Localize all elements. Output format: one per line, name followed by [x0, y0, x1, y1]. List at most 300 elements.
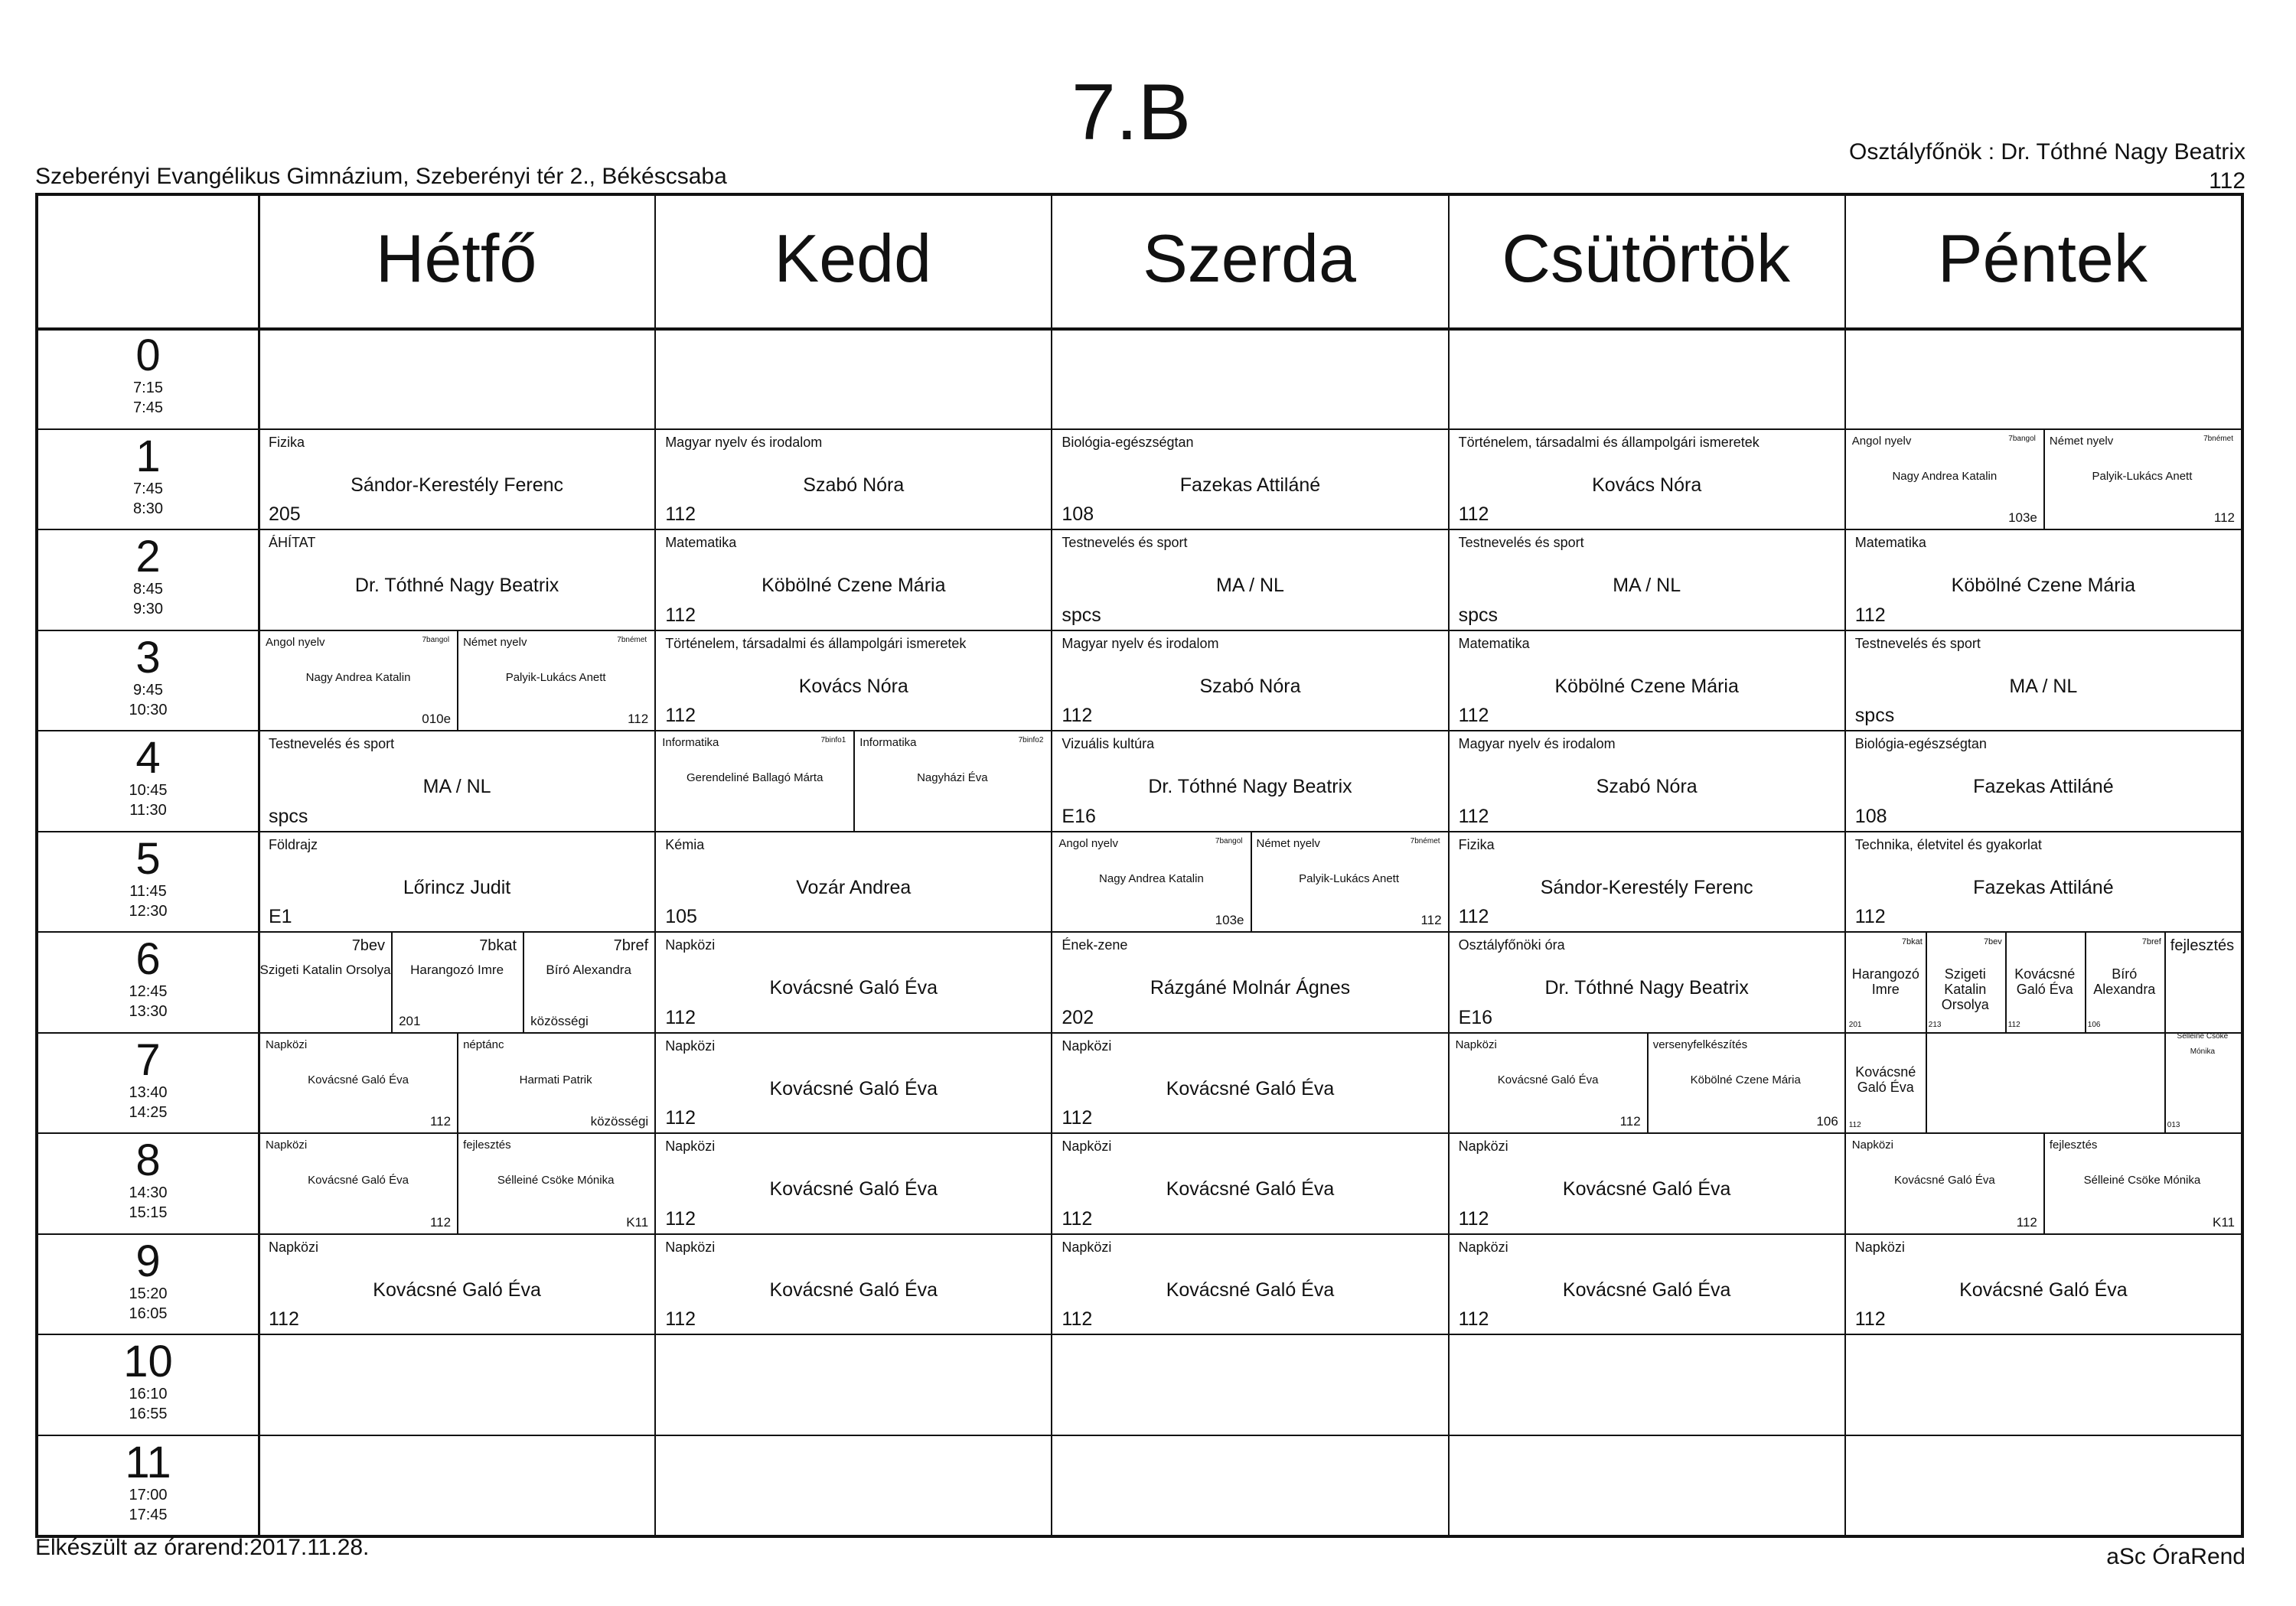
split-divider: [523, 933, 524, 1032]
lesson-d1-p6[interactable]: [656, 933, 1051, 1032]
lesson-teacher: Köbölné Czene Mária: [1690, 1073, 1801, 1086]
lesson-subject: Napközi: [1458, 1139, 1508, 1154]
day-header-4: Péntek: [1937, 220, 2148, 296]
lesson-subject: Informatika: [662, 736, 719, 749]
lesson-d0-p7-1[interactable]: [457, 1034, 654, 1133]
lesson-teacher: Kovácsné Galó Éva: [1562, 1178, 1731, 1200]
lesson-room: 112: [269, 1308, 299, 1330]
head-room: 112: [2209, 168, 2245, 194]
lesson-room: 112: [1062, 1308, 1093, 1330]
lesson-teacher: Bíró Alexandra: [2093, 966, 2156, 997]
lesson-room: 112: [429, 1114, 452, 1129]
lesson-subject: Földrajz: [269, 836, 318, 852]
lesson-room: 112: [2007, 1020, 2020, 1029]
lesson-teacher: Kovácsné Galó Éva: [1959, 1279, 2128, 1301]
lesson-d0-p7-0[interactable]: [259, 1034, 457, 1133]
period-number: 2: [135, 532, 161, 581]
lesson-d0-p6-1[interactable]: [391, 933, 523, 1032]
period-cell-3: [38, 632, 258, 720]
lesson-teacher: Dr. Tóthné Nagy Beatrix: [354, 575, 559, 596]
lesson-room: 105: [665, 906, 697, 927]
lesson-d4-p7-napkozi[interactable]: [1846, 1034, 1926, 1133]
lesson-d4-p2[interactable]: [1846, 530, 2241, 630]
lesson-subject: Matematika: [1458, 635, 1530, 651]
lesson-d3-p3[interactable]: [1450, 631, 1844, 731]
lesson-subject: fejlesztés: [2170, 937, 2235, 954]
lesson-teacher: Szabó Nóra: [1199, 675, 1301, 697]
lesson-subject: Napközi: [1851, 1139, 1893, 1152]
split-divider: [2043, 430, 2045, 529]
period-end: 11:30: [129, 802, 167, 819]
lesson-room: 112: [1458, 805, 1489, 827]
period-end: 7:45: [133, 399, 163, 416]
lesson-teacher: Harmati Patrik: [519, 1073, 592, 1086]
lesson-room: 112: [1619, 1114, 1641, 1129]
lesson-subject: Német nyelv: [463, 635, 527, 649]
timetable-grid: [35, 193, 2244, 1538]
lesson-teacher: Fazekas Attiláné: [1973, 876, 2114, 898]
lesson-subject: Magyar nyelv és irodalom: [1458, 736, 1616, 751]
period-number: 5: [135, 833, 161, 884]
lesson-teacher: Kovácsné Galó Éva: [1855, 1064, 1916, 1095]
lesson-room: 112: [665, 1207, 696, 1230]
period-cell-7: [38, 1034, 258, 1122]
lesson-room: 112: [1062, 1107, 1093, 1129]
lesson-teacher: Szabó Nóra: [1596, 776, 1698, 797]
day-header-3: Csütörtök: [1502, 220, 1790, 296]
period-number: 11: [125, 1437, 171, 1487]
class-title: 7.B: [1071, 68, 1192, 157]
period-start: 10:45: [129, 782, 168, 799]
lesson-subject: Napközi: [1062, 1139, 1112, 1154]
lesson-teacher: Köbölné Czene Mária: [1554, 675, 1739, 697]
lesson-subject: versenyfelkészítés: [1652, 1038, 1748, 1051]
lesson-subject: Magyar nyelv és irodalom: [1062, 635, 1219, 651]
lesson-teacher: Kovácsné Galó Éva: [1893, 1174, 1995, 1187]
lesson-subject: Napközi: [665, 1038, 716, 1054]
lesson-d0-p3-1[interactable]: [457, 631, 654, 731]
lesson-subject: Napközi: [266, 1139, 308, 1152]
lesson-teacher: Bíró Alexandra: [546, 963, 631, 977]
lesson-room: közösségi: [590, 1114, 649, 1129]
lesson-d4-p6-1[interactable]: [1926, 933, 2005, 1032]
lesson-teacher: Rázgáné Molnár Ágnes: [1150, 977, 1351, 998]
lesson-subject: Német nyelv: [2049, 434, 2114, 448]
lesson-teacher: Palyik-Lukács Anett: [1299, 871, 1399, 885]
lesson-teacher: Köbölné Czene Mária: [1951, 575, 2136, 596]
lesson-teacher: Kovácsné Galó Éva: [2014, 966, 2076, 997]
period-cell-5: [38, 833, 258, 921]
lesson-teacher: Sándor-Kerestély Ferenc: [1540, 876, 1753, 898]
lesson-subject: Matematika: [665, 535, 737, 550]
lesson-d4-p1-1[interactable]: [2043, 430, 2241, 529]
lesson-d0-p2[interactable]: [259, 530, 654, 630]
lesson-room: 205: [269, 503, 301, 525]
lesson-teacher: Sélleiné Csöke Mónika: [497, 1174, 615, 1187]
period-end: 8:30: [133, 500, 163, 517]
lesson-d1-p5[interactable]: [656, 832, 1051, 932]
period-cell-6: [38, 934, 258, 1021]
lesson-d0-p1[interactable]: [259, 430, 654, 529]
period-number: 3: [135, 632, 161, 682]
lesson-subject: Napközi: [1062, 1038, 1112, 1054]
period-number: 6: [135, 934, 161, 984]
lesson-d2-p8[interactable]: [1052, 1134, 1447, 1233]
lesson-room: 106: [2087, 1020, 2101, 1029]
lesson-subject: Informatika: [859, 736, 917, 749]
lesson-d0-p5[interactable]: [259, 832, 654, 932]
lesson-room: spcs: [1854, 705, 1895, 726]
head-teacher: Osztályfőnök : Dr. Tóthné Nagy Beatrix: [1848, 139, 2245, 165]
lesson-room: 112: [1854, 906, 1886, 927]
period-cell-4: [38, 733, 258, 820]
period-end: 16:05: [129, 1305, 168, 1322]
lesson-teacher: Szabó Nóra: [803, 474, 905, 496]
lesson-teacher: Gerendeliné Ballagó Márta: [687, 771, 823, 784]
lesson-teacher: Kovácsné Galó Éva: [308, 1174, 409, 1187]
lesson-d0-p3-0[interactable]: [259, 631, 457, 731]
period-number: 10: [123, 1337, 173, 1386]
lesson-d4-p5[interactable]: [1846, 832, 2241, 932]
lesson-d3-p4[interactable]: [1450, 731, 1844, 831]
lesson-d1-p9[interactable]: [656, 1235, 1051, 1334]
period-start: 16:10: [129, 1386, 168, 1402]
lesson-d4-p9[interactable]: [1846, 1235, 2241, 1334]
lesson-d0-p6-2[interactable]: [523, 933, 654, 1032]
lesson-teacher: Nagy Andrea Katalin: [1892, 469, 1998, 483]
lesson-d1-p4-0[interactable]: [656, 731, 853, 831]
lesson-teacher: Fazekas Attiláné: [1973, 776, 2114, 797]
lesson-subject: Napközi: [269, 1239, 319, 1255]
lesson-d4-p8-1[interactable]: [2043, 1134, 2241, 1233]
lesson-room: E16: [1458, 1006, 1493, 1028]
lesson-d2-p9[interactable]: [1052, 1235, 1447, 1334]
lesson-d1-p2[interactable]: [656, 530, 1051, 630]
lesson-room: 112: [665, 1308, 696, 1330]
period-cell-11: [38, 1437, 258, 1525]
lesson-room: 112: [1062, 1207, 1093, 1230]
period-end: 16:55: [129, 1406, 168, 1422]
school-name: Szeberényi Evangélikus Gimnázium, Szeberényi tér 2., Békéscsaba: [35, 164, 727, 189]
lesson-d3-p8[interactable]: [1450, 1134, 1844, 1233]
period-end: 14:25: [129, 1103, 168, 1121]
period-cell-8: [38, 1135, 258, 1223]
lesson-teacher: MA / NL: [1216, 575, 1284, 596]
lesson-subject: Kémia: [665, 836, 705, 852]
lesson-d1-p1[interactable]: [656, 430, 1051, 529]
lesson-teacher: Kovács Nóra: [1592, 474, 1702, 496]
lesson-teacher: Palyik-Lukács Anett: [2092, 469, 2193, 483]
lesson-room: spcs: [1062, 604, 1101, 626]
lesson-teacher: Nagy Andrea Katalin: [305, 670, 411, 684]
lesson-room: 103e: [2008, 510, 2037, 525]
lesson-subject: Osztályfőnöki óra: [1458, 937, 1565, 953]
lesson-room: 201: [399, 1013, 421, 1028]
lesson-room: 112: [1062, 705, 1093, 726]
lesson-teacher: Kovácsné Galó Éva: [1562, 1279, 1731, 1301]
lesson-room: 103e: [1215, 913, 1244, 927]
lesson-subject: Történelem, társadalmi és állampolgári ismeretek: [1458, 434, 1760, 450]
lesson-subject: Testnevelés és sport: [1062, 535, 1188, 550]
lesson-teacher: Szigeti Katalin Orsolya: [259, 963, 391, 977]
grid-row-line: [38, 327, 2241, 331]
period-start: 14:30: [129, 1184, 168, 1201]
period-start: 12:45: [129, 983, 168, 1000]
lesson-subject: Történelem, társadalmi és állampolgári ismeretek: [665, 635, 967, 651]
lesson-room: 010e: [422, 712, 452, 726]
lesson-subject: Biológia-egészségtan: [1062, 434, 1194, 450]
lesson-room: 112: [665, 503, 696, 525]
lesson-d2-p5-0[interactable]: [1052, 832, 1250, 932]
lesson-teacher: Vozár Andrea: [796, 876, 912, 898]
lesson-room: 108: [1062, 503, 1094, 525]
lesson-room: spcs: [1458, 604, 1498, 626]
day-header-0: Hétfő: [375, 220, 537, 296]
lesson-room: 112: [429, 1214, 452, 1230]
footer-software: aSc ÓraRend: [2106, 1544, 2245, 1569]
period-end: 13:30: [129, 1003, 168, 1020]
lesson-subject: Vizuális kultúra: [1062, 736, 1155, 751]
lesson-d2-p4[interactable]: [1052, 731, 1447, 831]
split-divider: [1647, 1034, 1649, 1133]
lesson-d4-p8-0[interactable]: [1846, 1134, 2043, 1233]
split-divider: [1926, 1034, 1927, 1133]
lesson-d3-p1[interactable]: [1450, 430, 1844, 529]
lesson-room: 112: [1458, 503, 1489, 525]
day-header-1: Kedd: [774, 220, 932, 296]
lesson-group: 7bref: [2141, 937, 2161, 946]
lesson-subject: Testnevelés és sport: [1854, 635, 1981, 651]
lesson-room: 112: [1848, 1121, 1861, 1129]
lesson-teacher: Fazekas Attiláné: [1179, 474, 1321, 496]
lesson-teacher: MA / NL: [1613, 575, 1681, 596]
lesson-subject: Fizika: [1458, 836, 1495, 852]
lesson-subject: Angol nyelv: [1851, 434, 1912, 448]
lesson-subject: Német nyelv: [1256, 836, 1320, 850]
lesson-room: 112: [628, 712, 649, 726]
period-number: 8: [135, 1135, 161, 1185]
period-end: 12:30: [129, 902, 168, 920]
lesson-d4-p6-fejlesztes[interactable]: [2164, 933, 2241, 1132]
period-cell-0: [38, 331, 258, 418]
period-number: 7: [135, 1034, 161, 1085]
lesson-group: 7binfo2: [1018, 736, 1044, 744]
grid-row-line: [38, 1435, 2241, 1436]
lesson-teacher: Kovácsné Galó Éva: [769, 1279, 938, 1301]
lesson-d2-p5-1[interactable]: [1251, 832, 1448, 932]
lesson-subject: Napközi: [1455, 1038, 1497, 1051]
lesson-d2-p1[interactable]: [1052, 430, 1447, 529]
lesson-d3-p2[interactable]: [1450, 530, 1844, 630]
lesson-d0-p6-0[interactable]: [259, 933, 391, 1032]
period-end: 15:15: [129, 1204, 168, 1221]
lesson-d4-p6-0[interactable]: [1846, 933, 1926, 1032]
period-start: 7:45: [133, 480, 163, 497]
lesson-d3-p7-1[interactable]: [1647, 1034, 1844, 1133]
lesson-room: E16: [1062, 805, 1096, 827]
period-end: 10:30: [129, 701, 168, 718]
lesson-room: 213: [1928, 1020, 1942, 1029]
lesson-subject: Napközi: [665, 1239, 716, 1255]
lesson-d3-p7-0[interactable]: [1450, 1034, 1647, 1133]
lesson-room: 112: [1854, 604, 1886, 626]
lesson-d1-p7[interactable]: [656, 1034, 1051, 1133]
lesson-d1-p4-1[interactable]: [853, 731, 1051, 831]
lesson-d2-p2[interactable]: [1052, 530, 1447, 630]
lesson-room: 112: [1420, 913, 1442, 927]
lesson-room: E1: [269, 906, 292, 927]
period-start: 17:00: [129, 1486, 168, 1503]
lesson-teacher: Dr. Tóthné Nagy Beatrix: [1148, 776, 1352, 797]
lesson-room: közösségi: [530, 1013, 589, 1028]
lesson-room: 112: [2213, 510, 2235, 525]
split-divider: [853, 731, 855, 831]
lesson-d0-p8-0[interactable]: [259, 1134, 457, 1233]
lesson-teacher: Nagyházi Éva: [917, 771, 988, 784]
period-start: 7:15: [133, 380, 163, 396]
lesson-subject: Biológia-egészségtan: [1854, 736, 1987, 751]
lesson-room: 112: [665, 705, 696, 726]
lesson-teacher: Kovácsné Galó Éva: [769, 1178, 938, 1200]
period-number: 9: [135, 1236, 161, 1286]
lesson-teacher: Kovácsné Galó Éva: [1166, 1077, 1335, 1099]
lesson-teacher: MA / NL: [422, 776, 491, 797]
split-divider: [2164, 933, 2166, 1134]
period-end: 17:45: [129, 1506, 168, 1523]
lesson-room: 112: [1458, 1308, 1489, 1330]
lesson-subject: Testnevelés és sport: [1458, 535, 1584, 550]
lesson-subject: Napközi: [665, 1139, 716, 1154]
lesson-room: 108: [1854, 805, 1887, 827]
lesson-d4-p6-3[interactable]: [2085, 933, 2164, 1032]
lesson-group: 7bev: [1983, 937, 2002, 946]
period-cell-10: [38, 1337, 258, 1424]
lesson-teacher: Harangozó Imre: [1851, 966, 1919, 997]
lesson-teacher: Kovács Nóra: [798, 675, 908, 697]
lesson-d1-p3[interactable]: [656, 631, 1051, 731]
lesson-subject: néptánc: [463, 1038, 504, 1051]
lesson-group: 7bangol: [1215, 836, 1243, 845]
lesson-teacher: Kovácsné Galó Éva: [1166, 1178, 1335, 1200]
split-divider: [1251, 832, 1252, 932]
split-divider: [457, 1134, 458, 1233]
lesson-teacher: Lőrincz Judit: [403, 876, 511, 898]
grid-row-line: [38, 1334, 2241, 1335]
lesson-teacher: Nagy Andrea Katalin: [1099, 871, 1204, 885]
lesson-teacher: Palyik-Lukács Anett: [505, 670, 606, 684]
lesson-room: 112: [1458, 1207, 1489, 1230]
lesson-d0-p9[interactable]: [259, 1235, 654, 1334]
lesson-teacher: Sélleiné Csöke Mónika: [2083, 1174, 2201, 1187]
lesson-room: 201: [1848, 1020, 1862, 1029]
lesson-d4-p1-0[interactable]: [1846, 430, 2043, 529]
split-divider: [457, 1034, 458, 1133]
lesson-room: 013: [2167, 1121, 2180, 1129]
lesson-room: K11: [626, 1214, 649, 1230]
lesson-d0-p8-1[interactable]: [457, 1134, 654, 1233]
lesson-room: 112: [665, 1006, 696, 1028]
lesson-subject: fejlesztés: [2049, 1139, 2098, 1152]
period-cell-1: [38, 431, 258, 519]
period-number: 0: [135, 331, 161, 380]
lesson-group: 7bangol: [422, 635, 450, 644]
lesson-subject: Angol nyelv: [1058, 836, 1118, 850]
lesson-room: 202: [1062, 1006, 1094, 1028]
lesson-room: 112: [2016, 1214, 2037, 1230]
lesson-d2-p6[interactable]: [1052, 933, 1447, 1032]
lesson-subject: Ének-zene: [1062, 937, 1128, 953]
lesson-d0-p4[interactable]: [259, 731, 654, 831]
lesson-room: 106: [1816, 1114, 1838, 1129]
lesson-teacher: Kovácsné Galó Éva: [769, 977, 938, 998]
lesson-d2-p3[interactable]: [1052, 631, 1447, 731]
lesson-room: 112: [1458, 705, 1489, 726]
split-divider: [391, 933, 393, 1032]
lesson-subject: fejlesztés: [463, 1139, 511, 1152]
split-divider: [2043, 1134, 2045, 1233]
lesson-teacher: Kovácsné Galó Éva: [1497, 1073, 1599, 1086]
lesson-teacher: Köbölné Czene Mária: [762, 575, 946, 596]
lesson-teacher: MA / NL: [2009, 675, 2078, 697]
period-start: 8:45: [133, 581, 163, 598]
lesson-d3-p6[interactable]: [1450, 933, 1844, 1032]
period-start: 15:20: [129, 1285, 168, 1302]
lesson-group: 7bkat: [479, 937, 517, 954]
lesson-group: 7bkat: [1901, 937, 1923, 946]
lesson-teacher: Sándor-Kerestély Ferenc: [351, 474, 564, 496]
lesson-room: spcs: [269, 805, 308, 827]
lesson-d3-p9[interactable]: [1450, 1235, 1844, 1334]
lesson-teacher: Szigeti Katalin Orsolya: [1941, 966, 1989, 1012]
lesson-subject: Magyar nyelv és irodalom: [665, 434, 823, 450]
period-number: 1: [135, 431, 161, 481]
lesson-room: 112: [1458, 906, 1489, 927]
split-divider: [457, 631, 458, 731]
lesson-subject: Napközi: [1062, 1239, 1112, 1255]
lesson-teacher: Kovácsné Galó Éva: [373, 1279, 541, 1301]
lesson-d4-p3[interactable]: [1846, 631, 2241, 731]
lesson-subject: ÁHÍTAT: [269, 535, 316, 550]
lesson-subject: Napközi: [665, 937, 716, 953]
period-start: 9:45: [133, 681, 163, 699]
lesson-teacher: Harangozó Imre: [410, 963, 504, 977]
lesson-group: 7bnémet: [2203, 434, 2233, 443]
lesson-d2-p7[interactable]: [1052, 1034, 1447, 1133]
lesson-subject: Matematika: [1854, 535, 1926, 550]
lesson-d4-p6-2[interactable]: [2005, 933, 2085, 1032]
lesson-teacher: Sélleiné Csöke Mónika: [2177, 1032, 2229, 1056]
lesson-subject: Testnevelés és sport: [269, 736, 395, 751]
lesson-subject: Angol nyelv: [266, 635, 325, 649]
lesson-teacher: Kovácsné Galó Éva: [769, 1077, 938, 1099]
lesson-d1-p8[interactable]: [656, 1134, 1051, 1233]
lesson-group: 7bangol: [2008, 434, 2036, 443]
lesson-subject: Napközi: [266, 1038, 308, 1051]
period-number: 4: [135, 733, 161, 783]
lesson-d4-p4[interactable]: [1846, 731, 2241, 831]
period-start: 13:40: [129, 1083, 168, 1101]
lesson-d3-p5[interactable]: [1450, 832, 1844, 932]
lesson-room: K11: [2212, 1214, 2235, 1230]
period-cell-2: [38, 532, 258, 619]
period-end: 9:30: [133, 601, 163, 617]
footer-created: Elkészült az órarend:2017.11.28.: [35, 1535, 370, 1560]
lesson-teacher: Kovácsné Galó Éva: [308, 1073, 409, 1086]
lesson-room: 112: [665, 604, 696, 626]
lesson-group: 7bref: [613, 937, 649, 954]
lesson-teacher: Kovácsné Galó Éva: [1166, 1279, 1335, 1301]
lesson-subject: Technika, életvitel és gyakorlat: [1854, 836, 2042, 852]
